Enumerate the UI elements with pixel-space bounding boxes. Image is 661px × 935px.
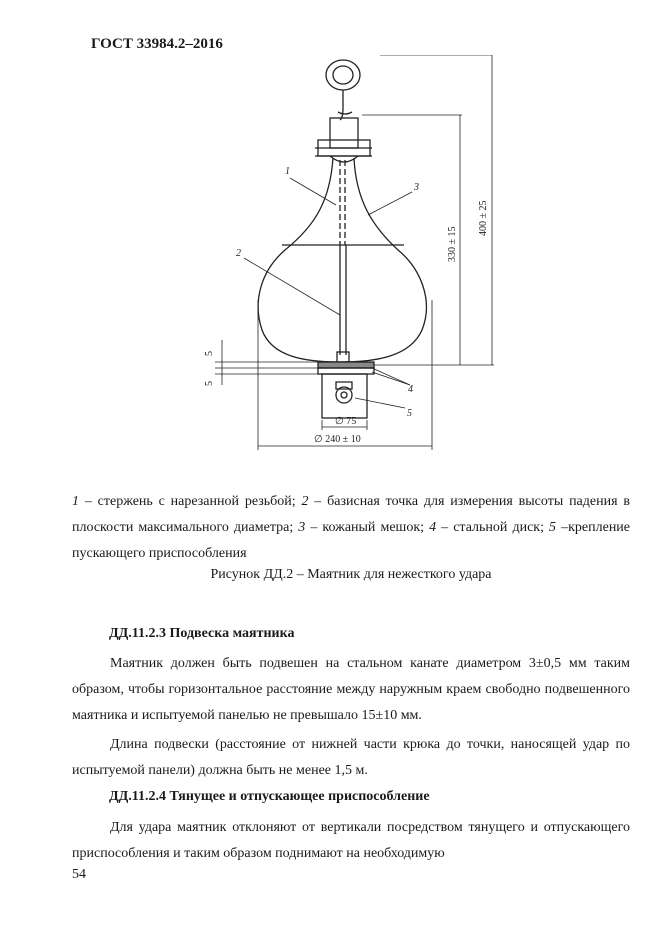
section-heading-suspension: ДД.11.2.3 Подвеска маятника: [109, 626, 295, 641]
legend-num-3: 3: [298, 520, 306, 535]
release-attachment: [322, 374, 367, 418]
paragraph-release-1: Для удара маятник отклоняют от вертикали посредством тянущего и отпускающего приспособления и таким образом поднимают на необходимую: [72, 820, 630, 861]
dim-width-label: ∅ 240 ± 10: [314, 434, 361, 445]
pendulum-drawing: [195, 55, 505, 455]
dim-total-label: 400 ± 25: [478, 200, 489, 236]
legend-text-3: – кожаный мешок;: [305, 520, 430, 535]
section-heading-release: ДД.11.2.4 Тянущее и отпускающее приспособление: [109, 789, 430, 804]
document-standard-number: ГОСТ 33984.2–2016: [91, 36, 223, 52]
steel-disk: [318, 362, 374, 368]
page-number: 54: [72, 867, 86, 882]
callout-2: 2: [236, 248, 241, 259]
legend-text-4: – стальной диск;: [436, 520, 550, 535]
dim-center-label: 330 ± 15: [447, 226, 458, 262]
dim-five-bottom-label: 5: [204, 381, 215, 386]
legend-text-1: – стержень с нарезанной резьбой;: [79, 494, 302, 509]
legend-num-5: 5: [549, 520, 557, 535]
callout-3: 3: [414, 182, 419, 193]
callout-4: 4: [408, 384, 413, 395]
legend-text-2: – базисная точка для измерения высоты падения в плоскости максимального диаметра;: [72, 494, 630, 535]
hook-ring: [326, 60, 360, 90]
legend-num-4: 4: [429, 520, 437, 535]
legend-text-5: –крепление пускающего приспособления: [72, 520, 631, 561]
legend-num-1: 1: [72, 494, 79, 509]
dim-disk-label: ∅ 75: [335, 416, 357, 427]
top-clamp: [330, 118, 358, 148]
dim-five-top-label: 5: [204, 351, 215, 356]
callout-5: 5: [407, 408, 412, 419]
legend-num-2: 2: [301, 494, 309, 509]
paragraph-suspension-1: Маятник должен быть подвешен на стальном канате диаметром 3±0,5 мм таким образом, чтобы горизонтальное расстояние между наружным краем свободно подвешенного маятника и испытуемой панелью не превышало 15±10 мм.: [72, 656, 630, 723]
figure-caption: Рисунок ДД.2 – Маятник для нежесткого удара: [210, 567, 492, 582]
callout-1: 1: [285, 166, 290, 177]
leather-bag: [258, 158, 426, 362]
paragraph-suspension-2: Длина подвески (расстояние от нижней части крюка до точки, наносящей удар по испытуемой панели) должна быть не менее 1,5 м.: [72, 737, 630, 778]
figure-legend: [72, 489, 630, 567]
